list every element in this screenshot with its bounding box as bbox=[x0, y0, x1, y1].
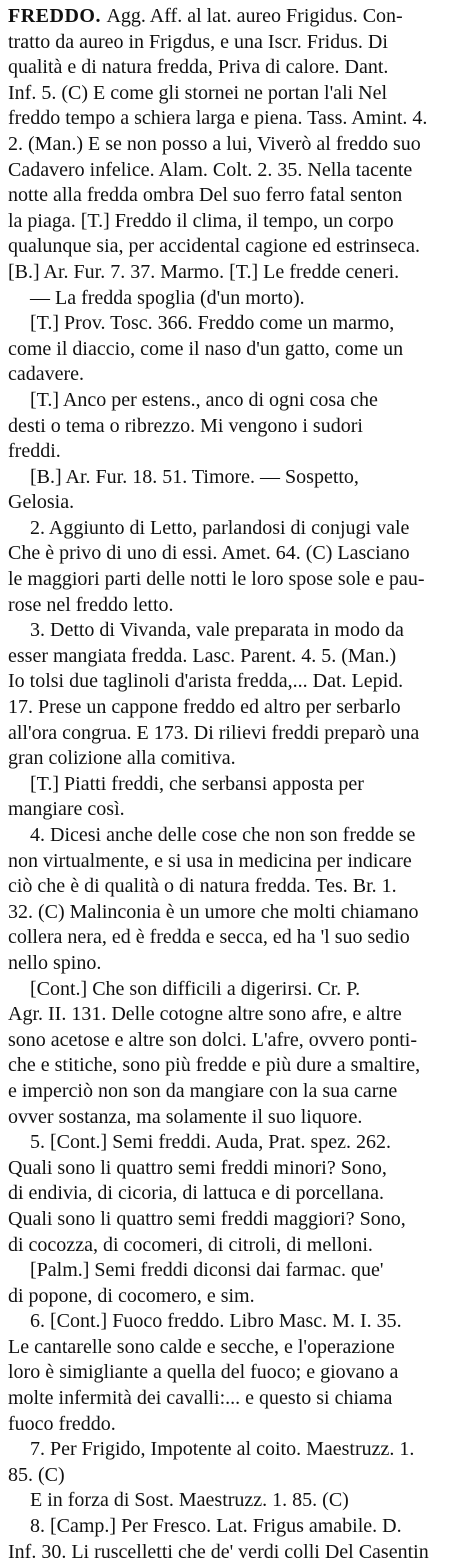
text-line: ovver sostanza, ma solamente il suo liquore. bbox=[8, 1105, 363, 1128]
text-line: loro è simigliante a quella del fuoco; e giovano a bbox=[8, 1361, 399, 1384]
text-line: 5. [Cont.] Semi freddi. Auda, Prat. spez. 262. bbox=[30, 1131, 392, 1154]
text-line: ciò che è di qualità o di natura fredda. Tes. Br. 1. bbox=[8, 875, 397, 898]
entry-headword-paragraph bbox=[8, 4, 460, 311]
text-line: [B.] Ar. Fur. 7. 37. Marmo. [T.] Le fredde ceneri. bbox=[8, 260, 400, 283]
text-line: 8. [Camp.] Per Fresco. Lat. Frigus amabile. D. bbox=[30, 1515, 402, 1538]
text-line: che e stitiche, sono più fredde e più dure a smaltire, bbox=[8, 1054, 421, 1077]
text-line: e imperciò non son da mangiare con la sua carne bbox=[8, 1079, 398, 1102]
subentry-paragraph bbox=[8, 977, 460, 1131]
text-line: la piaga. [T.] Freddo il clima, il tempo, un corpo bbox=[8, 209, 394, 232]
text-line: 32. (C) Malinconia è un umore che molti chiamano bbox=[8, 900, 419, 923]
text-line: 4. Dicesi anche delle cose che non son fredde se bbox=[30, 824, 416, 846]
text-line: 17. Prese un cappone freddo ed altro per serbarlo bbox=[8, 696, 401, 719]
text-line: Gelosia. bbox=[8, 491, 75, 514]
text-line: Le cantarelle sono calde e secche, e l'operazione bbox=[8, 1335, 395, 1358]
text-line: qualità e di natura fredda, Priva di calore. Dant. bbox=[8, 56, 389, 79]
text-line: di cocozza, di cocomeri, di citroli, di melloni. bbox=[8, 1233, 373, 1256]
text-line: molte infermità dei cavalli:... e questo si chiama bbox=[8, 1387, 393, 1410]
text-line: 6. [Cont.] Fuoco freddo. Libro Masc. M. I. 35. bbox=[30, 1310, 402, 1333]
text-line: freddi. bbox=[8, 440, 61, 463]
text-line: all'ora congrua. E 173. Di rilievi freddi preparò una bbox=[8, 721, 420, 744]
text-line: nello spino. bbox=[8, 951, 102, 974]
text-line: gran colizione alla comitiva. bbox=[8, 747, 236, 770]
text-line: 85. (C) bbox=[8, 1463, 65, 1486]
text-line: sono acetose e altre son dolci. L'afre, ovvero ponti- bbox=[8, 1028, 418, 1051]
subentry-paragraph bbox=[8, 1258, 460, 1309]
text-line: [Cont.] Che son difficili a digerirsi. Cr. P. bbox=[30, 977, 361, 1000]
numbered-sense-paragraph bbox=[8, 516, 460, 618]
numbered-sense-paragraph bbox=[8, 1130, 460, 1258]
numbered-sense-paragraph bbox=[8, 618, 460, 772]
text-line: — La fredda spoglia (d'un morto). bbox=[30, 286, 305, 309]
text-line: le maggiori parti delle notti le loro spose sole e pau- bbox=[8, 568, 425, 591]
text-line: desti o tema o ribrezzo. Mi vengono i sudori bbox=[8, 414, 363, 437]
text-line: Inf. 5. (C) E come gli stornei ne portan l'ali Nel bbox=[8, 81, 388, 104]
text-line: Quali sono li quattro semi freddi maggiori? Sono, bbox=[8, 1207, 406, 1230]
subentry-paragraph bbox=[8, 772, 460, 823]
text-line: cadavere. bbox=[8, 363, 85, 386]
text-line: non virtualmente, e si usa in medicina per indicare bbox=[8, 849, 412, 872]
text-line: [B.] Ar. Fur. 18. 51. Timore. — Sospetto, bbox=[30, 465, 359, 488]
text-line: di popone, di cocomero, e sim. bbox=[8, 1284, 255, 1307]
text-line: [T.] Piatti freddi, che serbansi apposta per bbox=[30, 772, 364, 795]
text-line: rose nel freddo letto. bbox=[8, 593, 174, 616]
text-line: Agr. II. 131. Delle cotogne altre sono afre, e altre bbox=[8, 1003, 402, 1026]
text-line: 3. Detto di Vivanda, vale preparata in modo da bbox=[30, 619, 404, 642]
text-line: notte alla fredda ombra Del suo ferro fatal senton bbox=[8, 184, 403, 207]
text-line: come il diaccio, come il naso d'un gatto, come un bbox=[8, 337, 404, 360]
text-line: [T.] Prov. Tosc. 366. Freddo come un marmo, bbox=[30, 312, 395, 335]
text-line: esser mangiata fredda. Lasc. Parent. 4. 5. (Man.) bbox=[8, 644, 397, 667]
text-line: E in forza di Sost. Maestruzz. 1. 85. (C) bbox=[30, 1489, 349, 1512]
subentry-paragraph bbox=[8, 465, 460, 516]
headword: FREDDO. bbox=[8, 5, 107, 27]
text-line: 7. Per Frigido, Impotente al coito. Maestruzz. 1. bbox=[30, 1438, 415, 1461]
subentry-paragraph bbox=[8, 1488, 460, 1514]
text-line: Cadavero infelice. Alam. Colt. 2. 35. Nella tacente bbox=[8, 158, 413, 181]
text-line: qualunque sia, per accidental cagione ed estrinseca. bbox=[8, 235, 421, 258]
text-line: Inf. 30. Li ruscelletti che de' verdi colli Del Casentin bbox=[8, 1540, 429, 1563]
text-line: Io tolsi due taglinoli d'arista fredda,... Dat. Lepid. bbox=[8, 670, 404, 693]
text-line: Che è privo di uno di essi. Amet. 64. (C) Lasciano bbox=[8, 542, 410, 565]
text-line: fuoco freddo. bbox=[8, 1412, 116, 1435]
subentry-paragraph bbox=[8, 388, 460, 465]
text-line: di endivia, di cicoria, di lattuca e di porcellana. bbox=[8, 1182, 384, 1205]
text-line: [Palm.] Semi freddi diconsi dai farmac. que' bbox=[30, 1259, 384, 1282]
line-text: Agg. Aff. al lat. aureo Frigidus. Con- bbox=[106, 5, 403, 27]
text-line: 2. Aggiunto di Letto, parlandosi di conjugi vale bbox=[30, 516, 410, 539]
text-line: freddo tempo a schiera larga e piena. Tass. Amint. 4. bbox=[8, 107, 428, 130]
text-line bbox=[8, 4, 460, 30]
numbered-sense-paragraph bbox=[8, 1437, 460, 1488]
text-line: [T.] Anco per estens., anco di ogni cosa che bbox=[30, 388, 378, 411]
text-line: collera nera, ed è fredda e secca, ed ha 'l suo sedio bbox=[8, 926, 410, 949]
numbered-sense-paragraph bbox=[8, 1309, 460, 1437]
subentry-paragraph bbox=[8, 311, 460, 388]
text-line: mangiare così. bbox=[8, 798, 125, 821]
numbered-sense-paragraph bbox=[8, 823, 460, 977]
text-line: tratto da aureo in Frigdus, e una Iscr. Fridus. Di bbox=[8, 30, 388, 53]
text-line: Quali sono li quattro semi freddi minori? Sono, bbox=[8, 1156, 387, 1179]
text-line: 2. (Man.) E se non posso a lui, Viverò al freddo suo bbox=[8, 132, 421, 155]
numbered-sense-paragraph bbox=[8, 1514, 460, 1565]
